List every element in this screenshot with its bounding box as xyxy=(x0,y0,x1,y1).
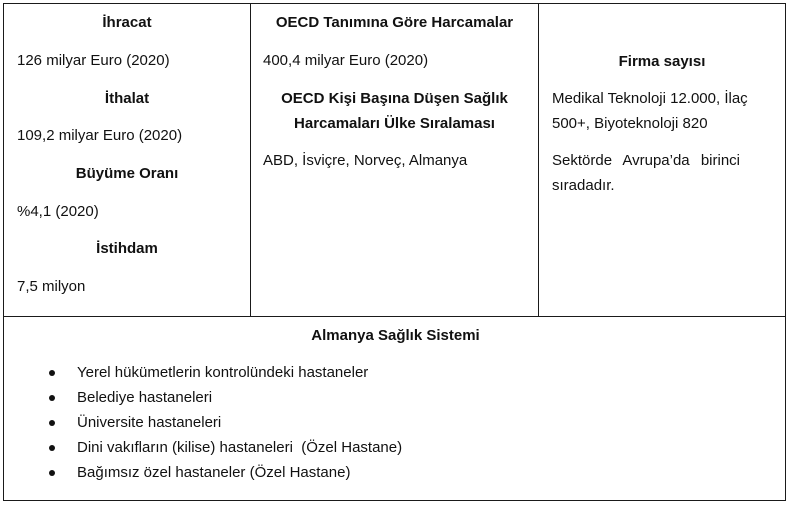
list-item: Üniversite hastaneleri xyxy=(4,413,744,438)
spending-title: OECD Tanımına Göre Harcamalar xyxy=(275,14,514,31)
growth-title: Büyüme Oranı xyxy=(75,165,179,182)
bullet-icon xyxy=(49,370,55,376)
stats-row xyxy=(4,4,786,317)
employment-value: 7,5 milyon xyxy=(17,278,86,295)
bullet-icon xyxy=(49,445,55,451)
ranking-value: ABD, İsviçre, Norveç, Almanya xyxy=(263,152,468,169)
employment-title: İstihdam xyxy=(96,240,158,257)
growth-value: %4,1 (2020) xyxy=(17,203,99,220)
import-value: 109,2 milyar Euro (2020) xyxy=(17,127,183,144)
info-table xyxy=(3,3,786,501)
spending-value: 400,4 milyar Euro (2020) xyxy=(263,52,429,69)
list-item: Dini vakıfların (kilise) hastaneleri (Özel Hastane) xyxy=(4,438,744,463)
hospital-type-list xyxy=(4,363,744,488)
bullet-icon xyxy=(49,395,55,401)
ranking-title-line1: OECD Kişi Başına Düşen Sağlık xyxy=(281,90,508,107)
health-system-row xyxy=(4,317,786,501)
import-title: İthalat xyxy=(104,90,150,107)
rank-note-line2: sıradadır. xyxy=(552,177,615,194)
export-value: 126 milyar Euro (2020) xyxy=(17,52,170,69)
firms-value-line2: 500+, Biyoteknoloji 820 xyxy=(552,115,708,132)
health-system-title: Almanya Sağlık Sistemi xyxy=(311,327,480,344)
health-system-cell xyxy=(4,317,786,501)
bullet-icon xyxy=(49,470,55,476)
document-page xyxy=(3,3,786,502)
export-title: İhracat xyxy=(102,14,152,31)
ranking-title-line2: Harcamaları Ülke Sıralaması xyxy=(294,115,495,132)
list-item: Belediye hastaneleri xyxy=(4,388,744,413)
trade-cell xyxy=(4,4,251,317)
rank-note-line1: Sektörde Avrupa’da birinci xyxy=(552,152,740,169)
firms-cell xyxy=(539,4,786,317)
firms-value-line1: Medikal Teknoloji 12.000, İlaç xyxy=(552,90,748,107)
spending-cell xyxy=(251,4,539,317)
list-item: Yerel hükümetlerin kontrolündeki hastaneler xyxy=(4,363,744,388)
list-item: Bağımsız özel hastaneler (Özel Hastane) xyxy=(4,463,744,488)
bullet-icon xyxy=(49,420,55,426)
firms-title: Firma sayısı xyxy=(618,53,706,70)
